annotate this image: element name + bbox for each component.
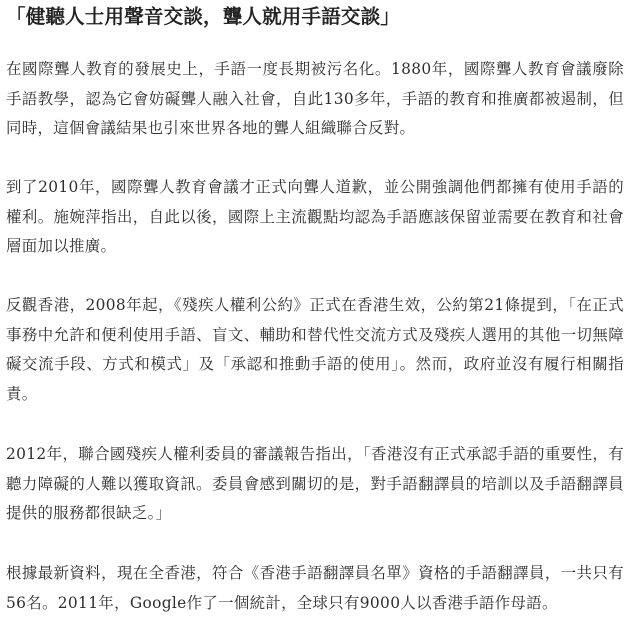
paragraph-un-report: 2012年，聯合國殘疾人權利委員的審議報告指出，「香港沒有正式承認手語的重要性，有聽力障礙的人難以獲取資訊。委員會感到關切的是，對手語翻譯員的培訓以及手語翻譯員提供的服務都很缺乏。」 — [6, 445, 624, 522]
paragraph-hong-kong-convention: 反觀香港，2008年起，《殘疾人權利公約》正式在香港生效，公約第21條提到，「在正式事務中允許和便利使用手語、盲文、輔助和替代性交流方式及殘疾人選用的其他一切無障礙交流手段、方式和模式」及「承認和推動手語的使用」。然而，政府並沒有履行相關指責。 — [6, 296, 624, 403]
paragraph-history: 在國際聾人教育的發展史上，手語一度長期被污名化。1880年，國際聾人教育會議廢除手語教學，認為它會妨礙聾人融入社會，自此130多年，手語的教育和推廣都被遏制，但同時，這個會議結果也引來世界各地的聾人組織聯合反對。 — [6, 60, 624, 137]
paragraph-apology: 到了2010年，國際聾人教育會議才正式向聾人道歉，並公開強調他們都擁有使用手語的權利。施婉萍指出，自此以後，國際上主流觀點均認為手語應該保留並需要在教育和社會層面加以推廣。 — [6, 178, 624, 255]
article-heading: 「健聽人士用聲音交談，聾人就用手語交談」 — [6, 5, 401, 28]
paragraph-interpreters: 根據最新資料，現在全香港，符合《香港手語翻譯員名單》資格的手語翻譯員，一共只有56名。2011年，Google作了一個統計，全球只有9000人以香港手語作母語。 — [6, 564, 624, 612]
